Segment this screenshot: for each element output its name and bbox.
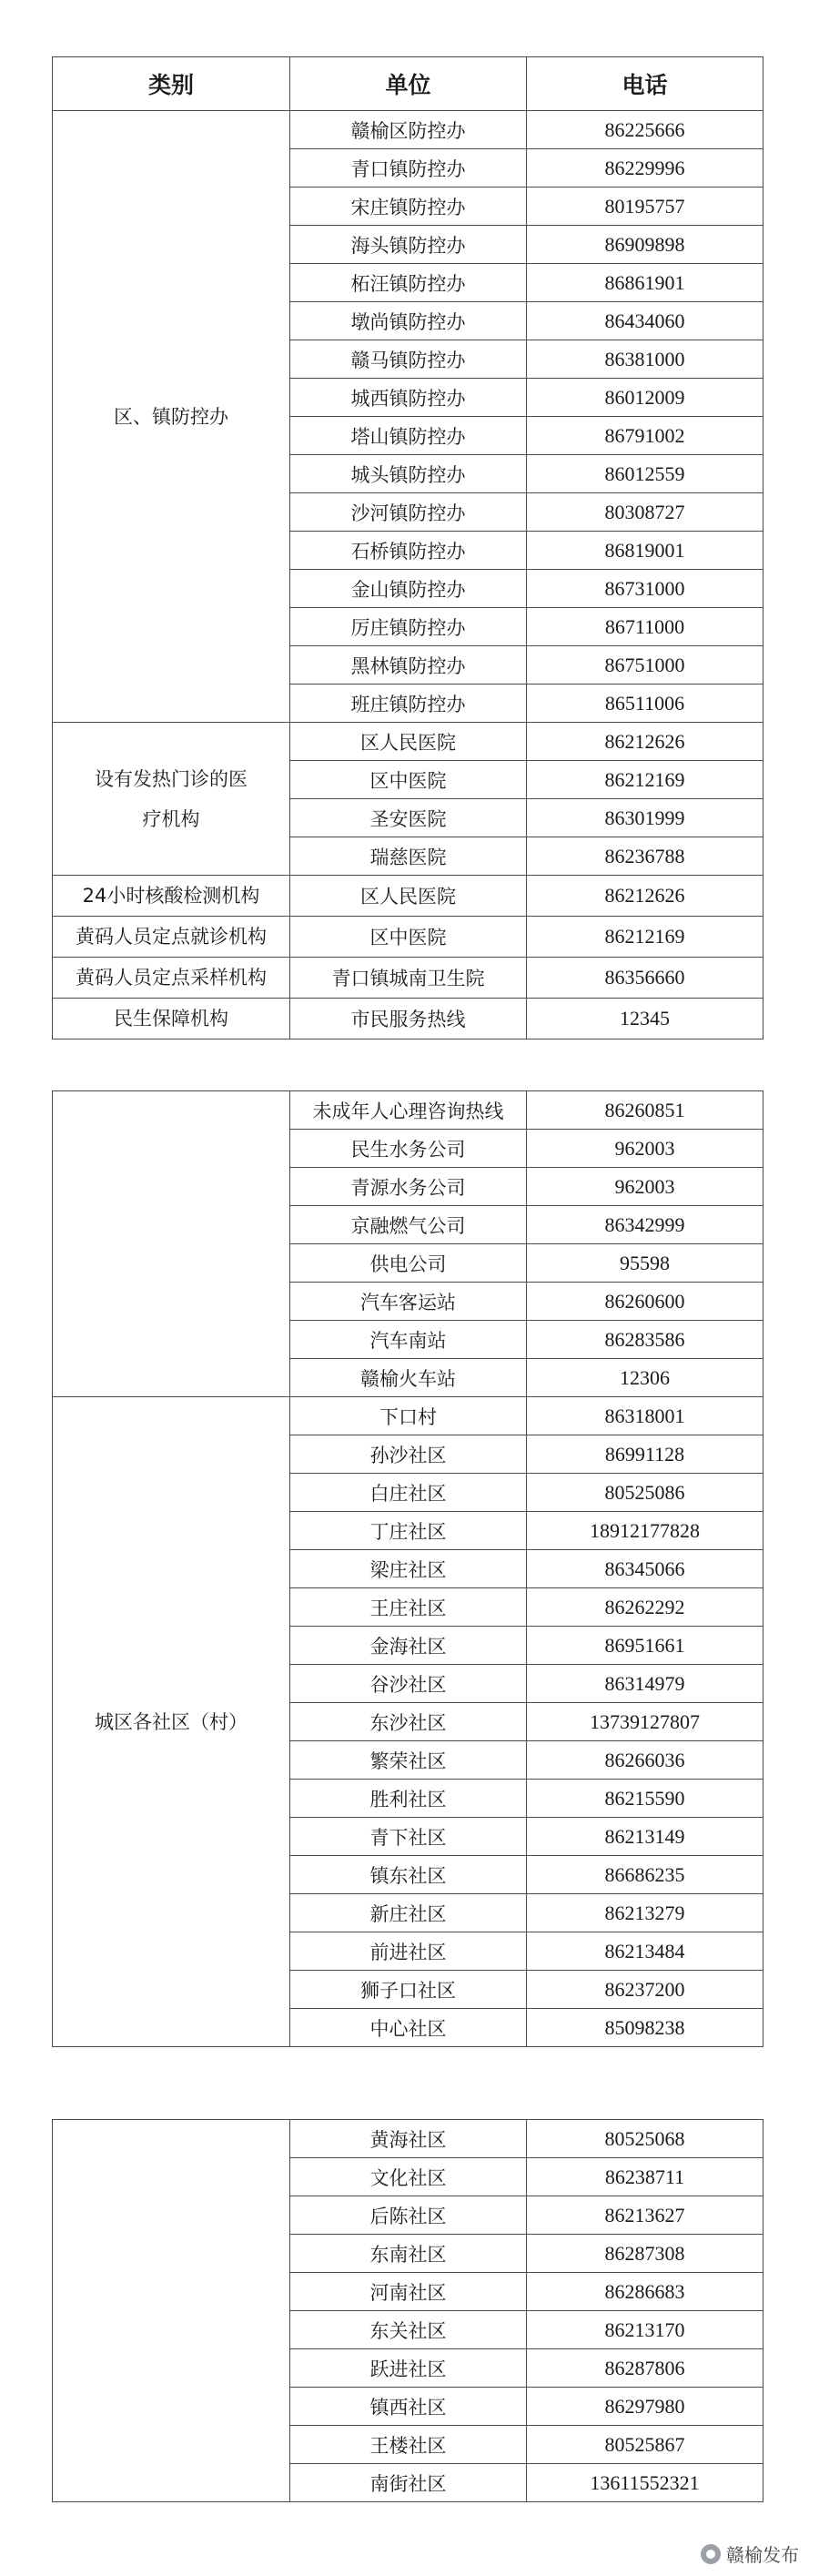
phone-cell: 86283586 <box>527 1321 763 1359</box>
unit-cell: 东关社区 <box>290 2311 527 2349</box>
phone-cell: 86213627 <box>527 2196 763 2235</box>
unit-cell: 丁庄社区 <box>290 1512 527 1550</box>
unit-cell: 狮子口社区 <box>290 1971 527 2009</box>
unit-cell: 沙河镇防控办 <box>290 493 527 532</box>
unit-cell: 胜利社区 <box>290 1780 527 1818</box>
unit-cell: 跃进社区 <box>290 2349 527 2388</box>
phone-cell: 86229996 <box>527 149 763 188</box>
phone-cell: 86356660 <box>527 958 763 999</box>
phone-cell: 86951661 <box>527 1627 763 1665</box>
unit-cell: 前进社区 <box>290 1932 527 1971</box>
category-cell: 民生保障机构 <box>53 999 290 1040</box>
unit-cell: 繁荣社区 <box>290 1741 527 1780</box>
unit-cell: 区中医院 <box>290 917 527 958</box>
header-category: 类别 <box>53 57 290 111</box>
table-row <box>53 876 763 917</box>
phone-cell: 86731000 <box>527 570 763 608</box>
unit-cell: 孙沙社区 <box>290 1435 527 1474</box>
unit-cell: 黑林镇防控办 <box>290 646 527 685</box>
phone-cell: 86212169 <box>527 761 763 799</box>
phone-cell: 86262292 <box>527 1588 763 1627</box>
phone-cell: 86434060 <box>527 302 763 340</box>
contacts-table-page-3 <box>52 2119 763 2502</box>
table-header-row <box>53 57 763 111</box>
phone-cell: 86213279 <box>527 1894 763 1932</box>
phone-cell: 86238711 <box>527 2158 763 2196</box>
phone-cell: 80195757 <box>527 188 763 226</box>
unit-cell: 金山镇防控办 <box>290 570 527 608</box>
phone-cell: 95598 <box>527 1244 763 1283</box>
phone-cell: 86212626 <box>527 723 763 761</box>
phone-cell: 962003 <box>527 1168 763 1206</box>
phone-cell: 86287308 <box>527 2235 763 2273</box>
unit-cell: 金海社区 <box>290 1627 527 1665</box>
phone-cell: 86751000 <box>527 646 763 685</box>
phone-cell: 86287806 <box>527 2349 763 2388</box>
unit-cell: 后陈社区 <box>290 2196 527 2235</box>
category-cell-fever-clinics: 设有发热门诊的医疗机构 <box>53 723 290 876</box>
phone-cell: 18912177828 <box>527 1512 763 1550</box>
table-row <box>53 917 763 958</box>
phone-cell: 80308727 <box>527 493 763 532</box>
phone-cell: 86314979 <box>527 1665 763 1703</box>
unit-cell: 新庄社区 <box>290 1894 527 1932</box>
unit-cell: 下口村 <box>290 1397 527 1435</box>
unit-cell: 瑞慈医院 <box>290 837 527 876</box>
unit-cell: 京融燃气公司 <box>290 1206 527 1244</box>
unit-cell: 宋庄镇防控办 <box>290 188 527 226</box>
unit-cell: 梁庄社区 <box>290 1550 527 1588</box>
phone-cell: 86301999 <box>527 799 763 837</box>
category-cell-communities-continued <box>53 2120 290 2502</box>
unit-cell: 柘汪镇防控办 <box>290 264 527 302</box>
unit-cell: 赣马镇防控办 <box>290 340 527 379</box>
phone-cell: 12306 <box>527 1359 763 1397</box>
unit-cell: 赣榆区防控办 <box>290 111 527 149</box>
wechat-channel-icon <box>701 2544 721 2564</box>
header-unit: 单位 <box>290 57 527 111</box>
unit-cell: 河南社区 <box>290 2273 527 2311</box>
unit-cell: 班庄镇防控办 <box>290 685 527 723</box>
phone-cell: 86345066 <box>527 1550 763 1588</box>
category-cell-communities: 城区各社区（村） <box>53 1397 290 2047</box>
unit-cell: 青源水务公司 <box>290 1168 527 1206</box>
phone-cell: 86991128 <box>527 1435 763 1474</box>
category-cell-services <box>53 1091 290 1397</box>
unit-cell: 青口镇防控办 <box>290 149 527 188</box>
table-row <box>53 111 763 149</box>
phone-cell: 86318001 <box>527 1397 763 1435</box>
category-cell: 24小时核酸检测机构 <box>53 876 290 917</box>
watermark <box>701 2541 799 2567</box>
unit-cell: 谷沙社区 <box>290 1665 527 1703</box>
phone-cell: 86297980 <box>527 2388 763 2426</box>
table-row <box>53 958 763 999</box>
phone-cell: 86215590 <box>527 1780 763 1818</box>
phone-cell: 13739127807 <box>527 1703 763 1741</box>
phone-cell: 86213484 <box>527 1932 763 1971</box>
unit-cell: 区人民医院 <box>290 723 527 761</box>
phone-cell: 962003 <box>527 1130 763 1168</box>
table-row <box>53 1397 763 1435</box>
phone-cell: 86260600 <box>527 1283 763 1321</box>
table-row <box>53 723 763 761</box>
phone-cell: 86511006 <box>527 685 763 723</box>
phone-cell: 86236788 <box>527 837 763 876</box>
phone-cell: 86686235 <box>527 1856 763 1894</box>
unit-cell: 东南社区 <box>290 2235 527 2273</box>
unit-cell: 赣榆火车站 <box>290 1359 527 1397</box>
phone-cell: 86861901 <box>527 264 763 302</box>
unit-cell: 区中医院 <box>290 761 527 799</box>
phone-cell: 86266036 <box>527 1741 763 1780</box>
unit-cell: 青口镇城南卫生院 <box>290 958 527 999</box>
unit-cell: 镇东社区 <box>290 1856 527 1894</box>
table-row <box>53 999 763 1040</box>
unit-cell: 塔山镇防控办 <box>290 417 527 455</box>
phone-cell: 86381000 <box>527 340 763 379</box>
table-row <box>53 1091 763 1130</box>
unit-cell: 市民服务热线 <box>290 999 527 1040</box>
category-cell: 黄码人员定点采样机构 <box>53 958 290 999</box>
unit-cell: 城西镇防控办 <box>290 379 527 417</box>
unit-cell: 文化社区 <box>290 2158 527 2196</box>
phone-cell: 86286683 <box>527 2273 763 2311</box>
phone-cell: 86819001 <box>527 532 763 570</box>
phone-cell: 80525867 <box>527 2426 763 2464</box>
unit-cell: 区人民医院 <box>290 876 527 917</box>
unit-cell: 墩尚镇防控办 <box>290 302 527 340</box>
unit-cell: 供电公司 <box>290 1244 527 1283</box>
unit-cell: 东沙社区 <box>290 1703 527 1741</box>
unit-cell: 黄海社区 <box>290 2120 527 2158</box>
phone-cell: 86791002 <box>527 417 763 455</box>
watermark-text: 赣榆发布 <box>726 2544 799 2566</box>
unit-cell: 南街社区 <box>290 2464 527 2502</box>
unit-cell: 镇西社区 <box>290 2388 527 2426</box>
phone-cell: 13611552321 <box>527 2464 763 2502</box>
unit-cell: 白庄社区 <box>290 1474 527 1512</box>
unit-cell: 海头镇防控办 <box>290 226 527 264</box>
phone-cell: 86213149 <box>527 1818 763 1856</box>
phone-cell: 86012559 <box>527 455 763 493</box>
phone-cell: 86260851 <box>527 1091 763 1130</box>
header-phone: 电话 <box>527 57 763 111</box>
category-cell: 黄码人员定点就诊机构 <box>53 917 290 958</box>
phone-cell: 86225666 <box>527 111 763 149</box>
phone-cell: 86237200 <box>527 1971 763 2009</box>
unit-cell: 未成年人心理咨询热线 <box>290 1091 527 1130</box>
phone-cell: 86212626 <box>527 876 763 917</box>
contacts-table-page-2 <box>52 1090 763 2047</box>
unit-cell: 汽车客运站 <box>290 1283 527 1321</box>
phone-cell: 85098238 <box>527 2009 763 2047</box>
phone-cell: 12345 <box>527 999 763 1040</box>
phone-cell: 86711000 <box>527 608 763 646</box>
phone-cell: 86342999 <box>527 1206 763 1244</box>
unit-cell: 王楼社区 <box>290 2426 527 2464</box>
unit-cell: 厉庄镇防控办 <box>290 608 527 646</box>
phone-cell: 86212169 <box>527 917 763 958</box>
unit-cell: 石桥镇防控办 <box>290 532 527 570</box>
unit-cell: 汽车南站 <box>290 1321 527 1359</box>
unit-cell: 王庄社区 <box>290 1588 527 1627</box>
phone-cell: 80525068 <box>527 2120 763 2158</box>
phone-cell: 86213170 <box>527 2311 763 2349</box>
contacts-table-page-1 <box>52 56 763 1040</box>
unit-cell: 青下社区 <box>290 1818 527 1856</box>
unit-cell: 中心社区 <box>290 2009 527 2047</box>
unit-cell: 圣安医院 <box>290 799 527 837</box>
unit-cell: 城头镇防控办 <box>290 455 527 493</box>
phone-cell: 86909898 <box>527 226 763 264</box>
unit-cell: 民生水务公司 <box>290 1130 527 1168</box>
category-cell-district-offices: 区、镇防控办 <box>53 111 290 723</box>
phone-cell: 80525086 <box>527 1474 763 1512</box>
table-row <box>53 2120 763 2158</box>
phone-cell: 86012009 <box>527 379 763 417</box>
